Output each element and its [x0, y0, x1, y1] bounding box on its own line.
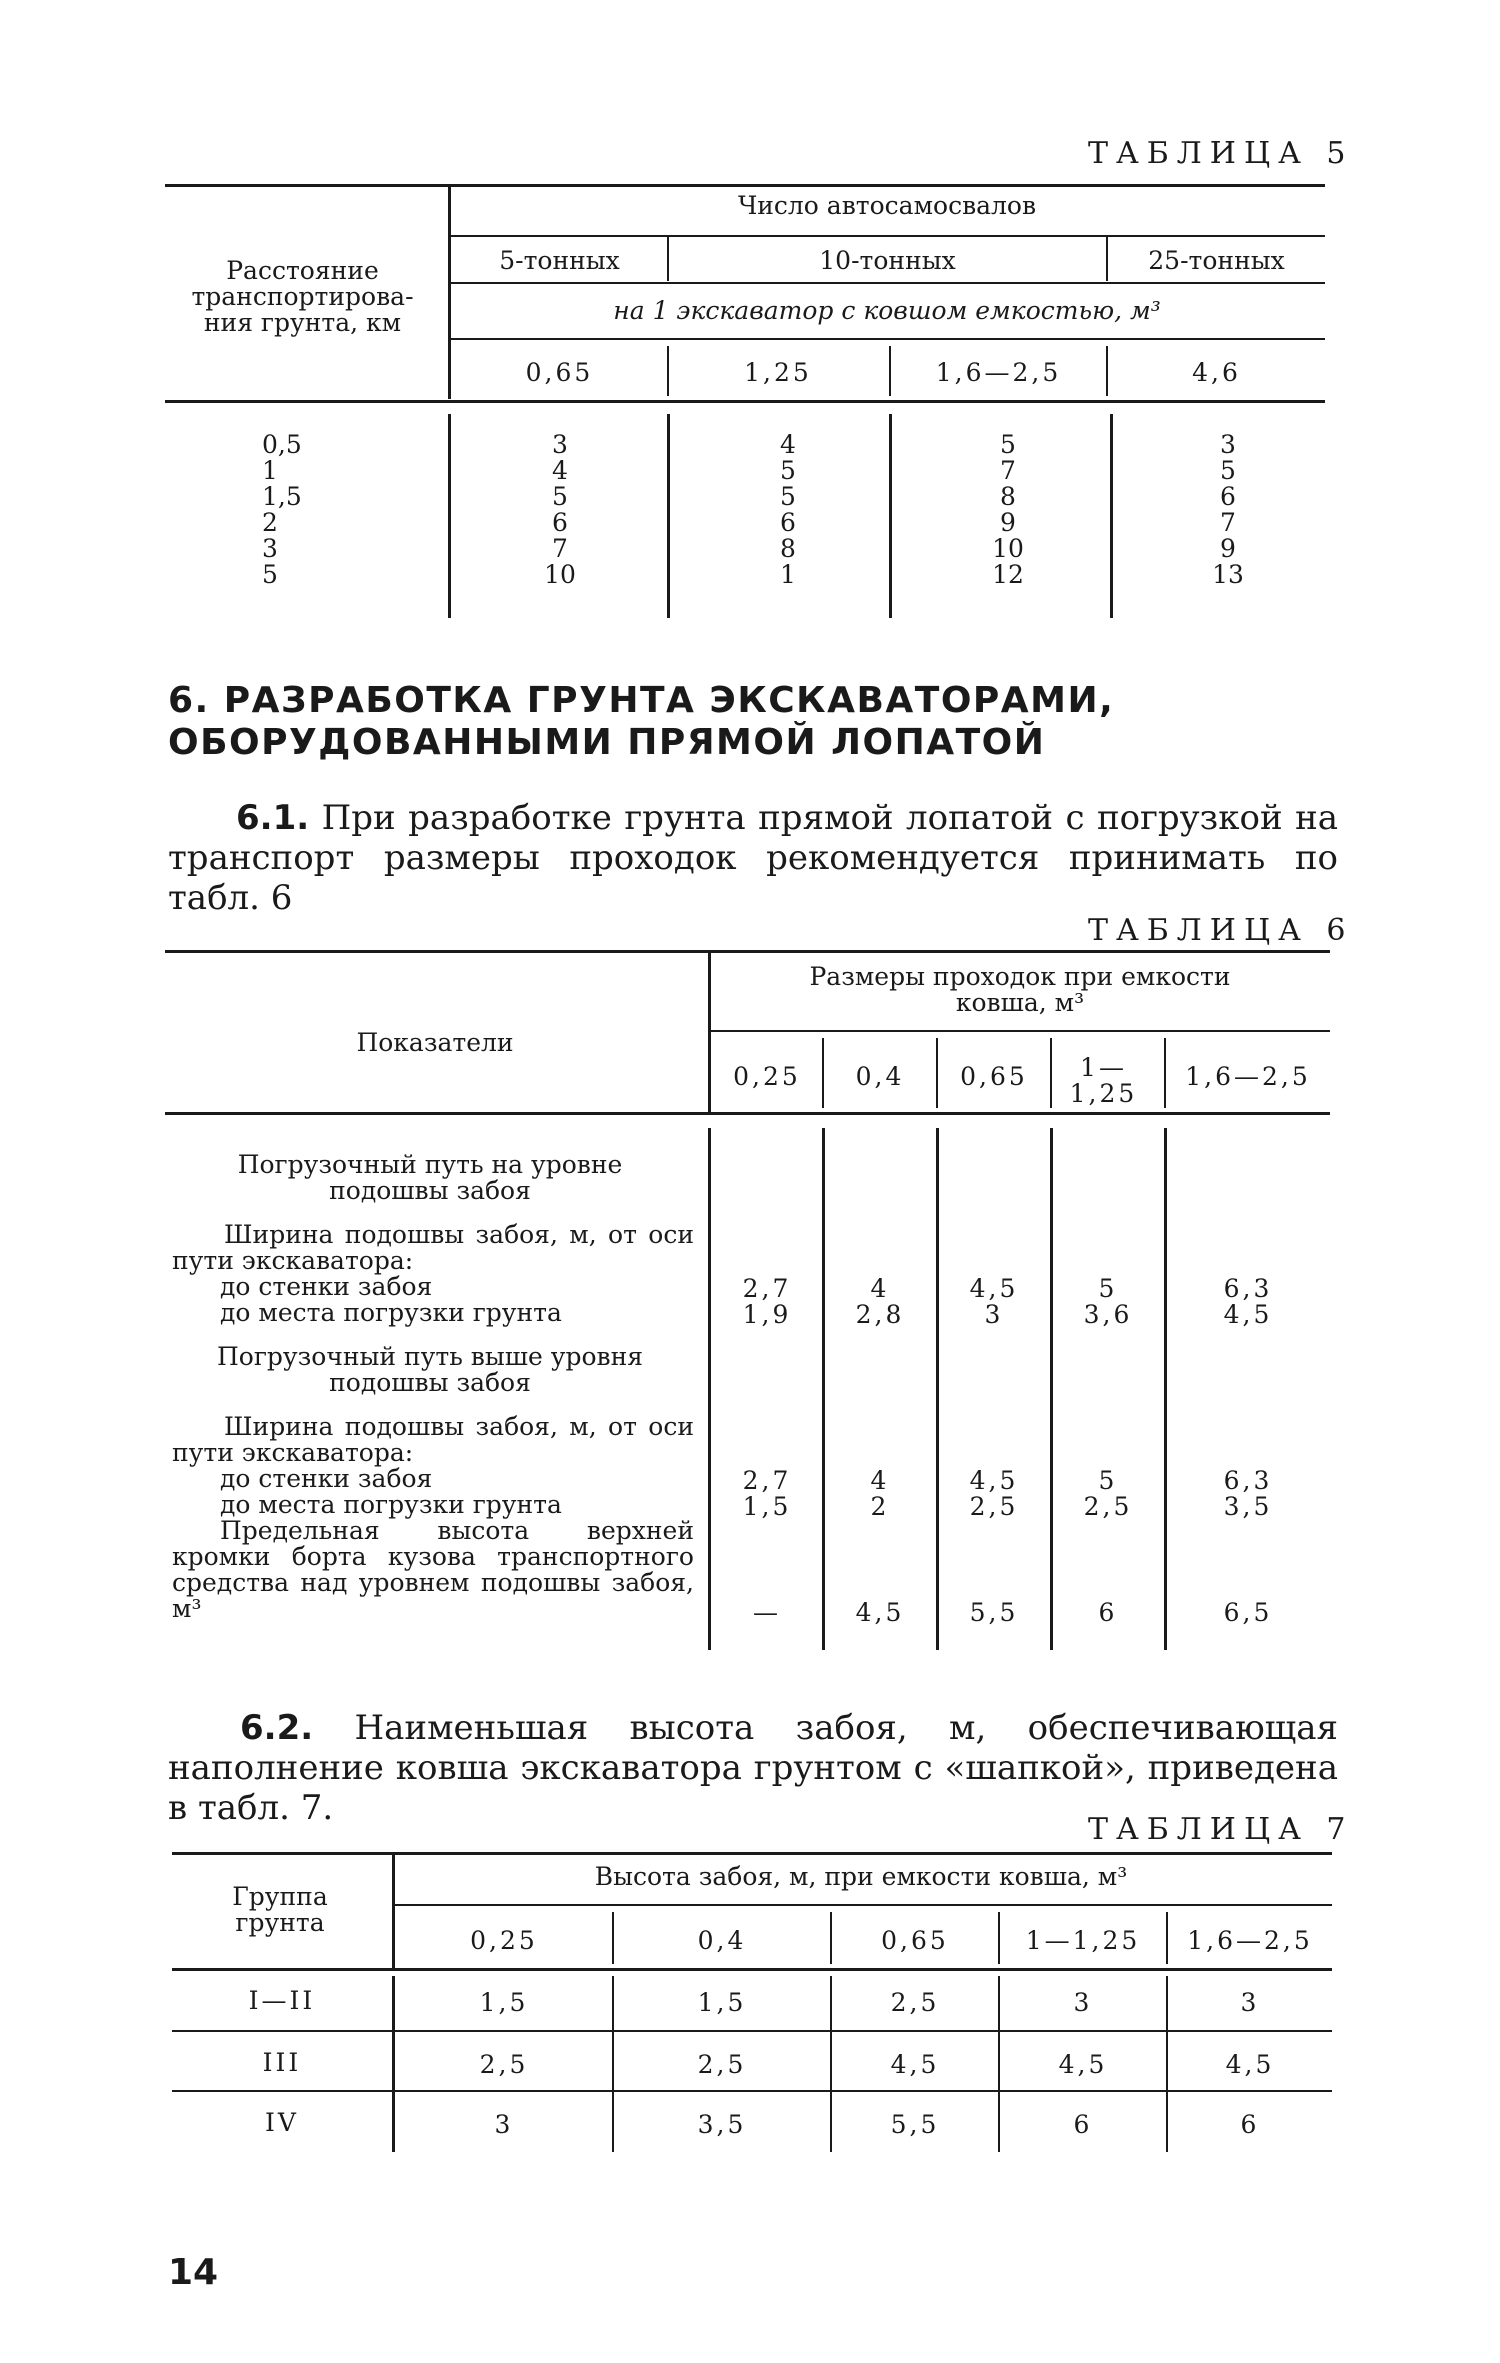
rule: [667, 414, 670, 618]
cell: 5: [1220, 456, 1236, 485]
table7-top-rule: [172, 1852, 1332, 1855]
table6-cap-4: 1,6—2,5: [1185, 1062, 1311, 1091]
cell: 3: [1073, 1988, 1093, 2017]
row-divider: [172, 2030, 1332, 2032]
table6-top-rule: [165, 950, 1330, 953]
table6-section2-wall: до стенки забоя: [220, 1464, 433, 1493]
cell: 7: [1000, 456, 1016, 485]
cell: 5: [1098, 1274, 1118, 1303]
cell: 2: [262, 508, 278, 537]
table5-header-rule: [165, 400, 1325, 403]
table5-col-1: [748, 432, 828, 588]
table6-cap-0: 0,25: [733, 1062, 801, 1091]
cell: 5: [1000, 430, 1016, 459]
cell: 2,5: [890, 1988, 940, 2017]
page-number: 14: [168, 2252, 219, 2293]
cell: 4: [870, 1466, 890, 1495]
cell: 12: [992, 560, 1024, 589]
cell: 4,5: [1058, 2050, 1108, 2079]
table5-truck-25t: 25-тонных: [1148, 246, 1285, 275]
cell: 2,5: [969, 1492, 1019, 1521]
table7-cap-4: 1,6—2,5: [1187, 1926, 1313, 1955]
rule: [1110, 414, 1113, 618]
paragraph-6-1: [168, 798, 1338, 918]
rule: [936, 1128, 939, 1650]
cell: 2,7: [742, 1274, 792, 1303]
paragraph-text: Наименьшая высота забоя, м, обеспечивающая наполнение ковша экскаватора грунтом с «шапкой», приведена в табл. 7.: [168, 1708, 1338, 1828]
cell: 3: [1240, 1988, 1260, 2017]
cell: 8: [1000, 482, 1016, 511]
rule: [451, 235, 1325, 237]
cell: 6: [780, 508, 796, 537]
cell: 3: [1220, 430, 1236, 459]
cell: 4: [552, 456, 568, 485]
cell: 2,5: [479, 2050, 529, 2079]
cell: 4,5: [969, 1466, 1019, 1495]
table6-section3-height: Предельная высота верхней кромки борта кузова транспортного средства над уровнем подошвы забоя, м³: [172, 1516, 694, 1623]
table6-section2-load: до места погрузки грунта: [220, 1490, 562, 1519]
cell: 4: [780, 430, 796, 459]
table7-cap-2: 0,65: [881, 1926, 949, 1955]
table5-col-3: [1188, 432, 1268, 588]
rule: [1050, 1128, 1053, 1650]
cell: 4: [870, 1274, 890, 1303]
cell: 1,9: [742, 1300, 792, 1329]
table7-row-header: Группа грунта: [232, 1882, 328, 1937]
cell: 3: [494, 2110, 514, 2139]
cell: 3: [552, 430, 568, 459]
table7-cap-3: 1—1,25: [1025, 1926, 1141, 1955]
section-heading-line2: ОБОРУДОВАННЫМИ ПРЯМОЙ ЛОПАТОЙ: [168, 722, 1046, 763]
cell: 3: [262, 534, 278, 563]
cell: 9: [1000, 508, 1016, 537]
rule: [395, 1904, 1332, 1906]
cell: 5: [780, 482, 796, 511]
cell: 1,5: [479, 1988, 529, 2017]
table7-caption: ТАБЛИЦА 7: [1088, 1812, 1354, 1847]
paragraph-text: При разработке грунта прямой лопатой с погрузкой на транспорт размеры проходок рекомендуется принимать по табл. 6: [168, 798, 1338, 918]
table6-section1-title: Погрузочный путь на уровне подошвы забоя: [237, 1150, 623, 1205]
rule: [392, 1852, 395, 1968]
paragraph-6-2: [168, 1708, 1338, 1828]
table6-caption: ТАБЛИЦА 6: [1088, 913, 1354, 948]
cell: 5,5: [969, 1598, 1019, 1627]
table5-group-header: Число автосамосвалов: [737, 191, 1037, 220]
table6-cap-1: 0,4: [855, 1062, 905, 1091]
table5-distances: [262, 432, 302, 588]
cell: 9: [1220, 534, 1236, 563]
cell: 2: [870, 1492, 890, 1521]
cell: 1,5: [742, 1492, 792, 1521]
rule: [889, 414, 892, 618]
rule: [1164, 1128, 1167, 1650]
table5-truck-5t: 5-тонных: [499, 246, 620, 275]
table5-cap-1: 1,25: [744, 358, 812, 387]
cell: 5: [1098, 1466, 1118, 1495]
cell: —: [753, 1598, 781, 1627]
cell: 6: [1220, 482, 1236, 511]
table7-group: III: [262, 2048, 302, 2077]
table6-cap-2: 0,65: [960, 1062, 1028, 1091]
cell: 0,5: [262, 430, 302, 459]
table6-header-rule: [165, 1112, 1330, 1115]
section-heading-line1: 6. РАЗРАБОТКА ГРУНТА ЭКСКАВАТОРАМИ,: [168, 680, 1115, 721]
table6-section1-wall: до стенки забоя: [220, 1272, 433, 1301]
table6-cap-3: 1—1,25: [1069, 1053, 1138, 1108]
paragraph-number: 6.1.: [236, 798, 310, 838]
cell: 7: [552, 534, 568, 563]
table7-cap-0: 0,25: [470, 1926, 538, 1955]
cell: 4,5: [890, 2050, 940, 2079]
cell: 6: [552, 508, 568, 537]
cell: 5: [780, 456, 796, 485]
cell: 3: [984, 1300, 1004, 1329]
cell: 5,5: [890, 2110, 940, 2139]
table7-group-header: Высота забоя, м, при емкости ковша, м³: [594, 1862, 1128, 1891]
cell: 8: [780, 534, 796, 563]
rule: [451, 338, 1325, 340]
table5-row-header: Расстояние транспортирова-ния грунта, км: [191, 256, 414, 337]
cell: 6: [1073, 2110, 1093, 2139]
table5-caption: ТАБЛИЦА 5: [1088, 136, 1354, 171]
cell: 2,8: [855, 1300, 905, 1329]
table7-group: I—II: [248, 1986, 316, 2015]
table5-per-excavator: на 1 экскаватор с ковшом емкостью, м³: [613, 296, 1161, 325]
table6-row-header: Показатели: [356, 1028, 514, 1057]
cell: 6: [1240, 2110, 1260, 2139]
paragraph-number: 6.2.: [240, 1708, 314, 1748]
table6-section1-load: до места погрузки грунта: [220, 1298, 562, 1327]
rule: [822, 1128, 825, 1650]
cell: 1,5: [697, 1988, 747, 2017]
cell: 4,5: [969, 1274, 1019, 1303]
cell: 10: [992, 534, 1024, 563]
cell: 1: [262, 456, 278, 485]
table5-top-rule: [165, 184, 1325, 187]
cell: 6,3: [1223, 1274, 1273, 1303]
row-divider: [172, 2090, 1332, 2092]
table7-group: IV: [265, 2108, 299, 2137]
table5-cap-2: 1,6—2,5: [935, 358, 1062, 387]
table5-cap-0: 0,65: [525, 358, 594, 387]
rule: [1050, 1038, 1052, 1108]
cell: 1: [780, 560, 796, 589]
cell: 6,3: [1223, 1466, 1273, 1495]
cell: 6,5: [1223, 1598, 1273, 1627]
cell: 3,5: [697, 2110, 747, 2139]
rule: [392, 1976, 395, 2152]
cell: 2,7: [742, 1466, 792, 1495]
cell: 4,5: [1225, 2050, 1275, 2079]
table5-cap-3: 4,6: [1192, 358, 1241, 387]
table6-group-header: Размеры проходок при емкости ковша, м³: [809, 962, 1231, 1017]
table5-truck-10t: 10-тонных: [819, 246, 956, 275]
cell: 1,5: [262, 482, 302, 511]
table6-section1-width: Ширина подошвы забоя, м, от оси пути экскаватора:: [172, 1220, 694, 1275]
cell: 4,5: [855, 1598, 905, 1627]
rule: [711, 1030, 1330, 1032]
cell: 4,5: [1223, 1300, 1273, 1329]
cell: 6: [1098, 1598, 1118, 1627]
cell: 13: [1212, 560, 1244, 589]
table6-section2-title: Погрузочный путь выше уровня подошвы забоя: [216, 1342, 644, 1397]
table5-header-divider: [448, 184, 451, 399]
rule: [708, 1128, 711, 1650]
table7-cap-1: 0,4: [697, 1926, 747, 1955]
cell: 7: [1220, 508, 1236, 537]
cell: 2,5: [1083, 1492, 1133, 1521]
cell: 5: [262, 560, 278, 589]
table6-section2-width: Ширина подошвы забоя, м, от оси пути экскаватора:: [172, 1412, 694, 1467]
cell: 3,6: [1083, 1300, 1133, 1329]
cell: 5: [552, 482, 568, 511]
rule: [451, 282, 1325, 284]
table5-col-2: [968, 432, 1048, 588]
cell: 3,5: [1223, 1492, 1273, 1521]
cell: 10: [544, 560, 576, 589]
rule: [448, 414, 451, 618]
table5-col-0: [520, 432, 600, 588]
cell: 2,5: [697, 2050, 747, 2079]
table7-header-rule: [172, 1968, 1332, 1971]
